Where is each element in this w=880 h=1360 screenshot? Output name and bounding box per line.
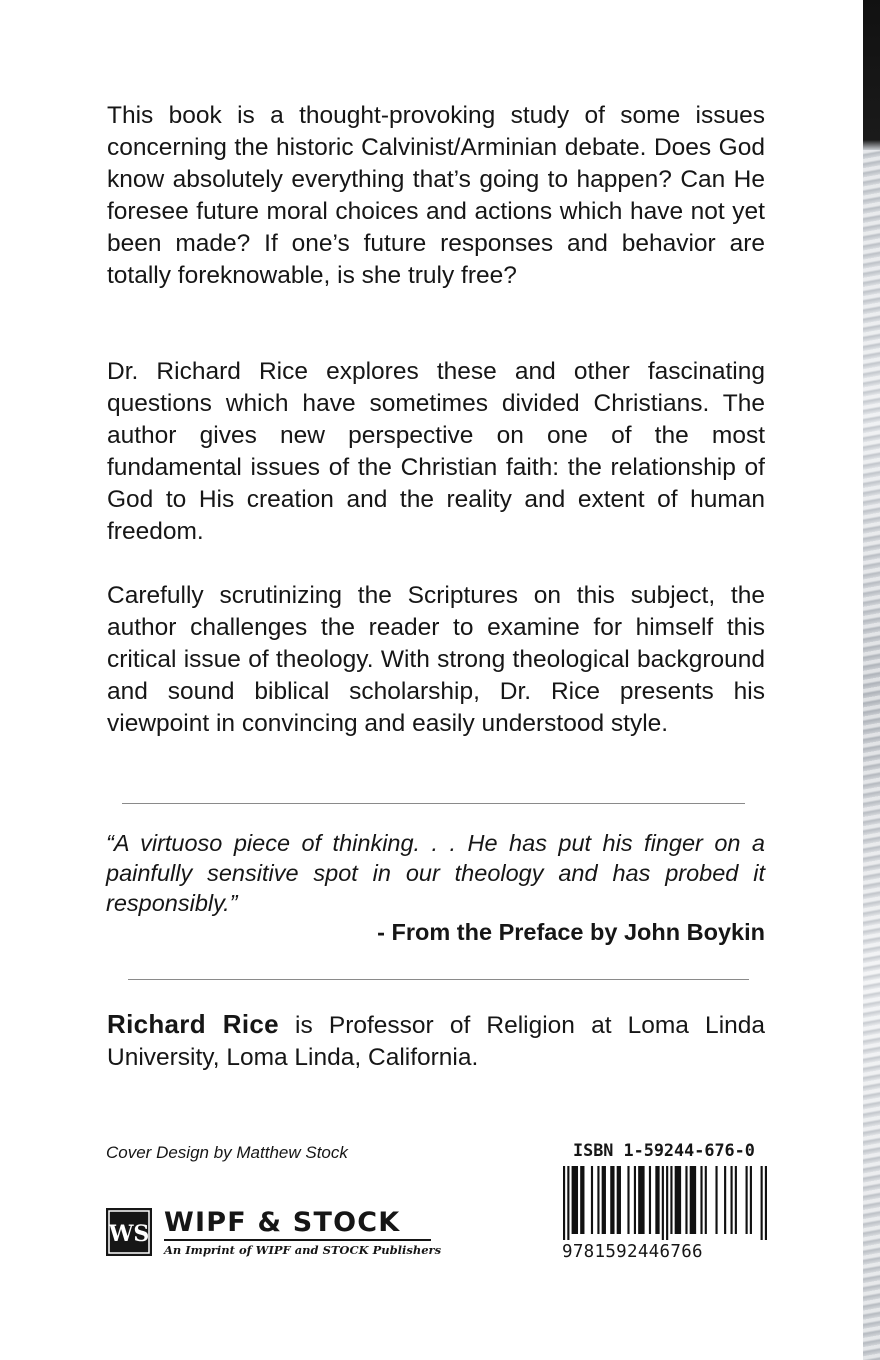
barcode-bar (617, 1166, 621, 1234)
author-bio (107, 1008, 765, 1074)
barcode-bar (765, 1166, 767, 1240)
barcode-bar (634, 1166, 636, 1234)
barcode-bar (670, 1166, 672, 1234)
endorsement-quote: “A virtuoso piece of thinking. . . He has put his finger on a painfully sensitive spot in our theology and has probed it responsibly.” (106, 830, 765, 916)
publisher-tagline: An Imprint of WIPF and STOCK Publishers (164, 1243, 442, 1257)
barcode-bar (735, 1166, 737, 1234)
barcode-bar (610, 1166, 614, 1234)
barcode-bar (715, 1166, 717, 1234)
barcode-bar (602, 1166, 606, 1234)
publisher-logo-letters: WS (108, 1221, 150, 1247)
publisher-name: WIPF & STOCK (164, 1207, 401, 1238)
barcode-bar (705, 1166, 707, 1234)
publisher-underline (164, 1239, 431, 1241)
barcode-bar (655, 1166, 659, 1234)
barcode-bar (638, 1166, 644, 1234)
publisher-logo (106, 1208, 152, 1256)
barcode-bar (649, 1166, 651, 1234)
barcode-bar (662, 1166, 664, 1240)
barcode-bar (700, 1166, 702, 1234)
barcode-bar (563, 1166, 565, 1240)
spine-edge (863, 0, 880, 1360)
barcode-bar (750, 1166, 752, 1234)
barcode-bar (572, 1166, 578, 1234)
barcode-bar (690, 1166, 696, 1234)
description-paragraph-3: Carefully scrutinizing the Scriptures on this subject, the author challenges the reader to examine for himself this critical issue of theology. With strong theological background and sound biblical scholarship, Dr. Rice presents his viewpoint in convincing and easily understood style. (107, 582, 765, 737)
barcode-digits: 9781592446766 (562, 1242, 703, 1262)
endorsement-attribution: - From the Preface by John Boykin (377, 919, 765, 945)
barcode-bar (685, 1166, 687, 1234)
barcode-bar (666, 1166, 668, 1240)
barcode-bar (675, 1166, 681, 1234)
barcode-bar (597, 1166, 599, 1234)
barcode-bar (580, 1166, 584, 1234)
author-name: Richard Rice (107, 1009, 279, 1039)
barcode (563, 1166, 767, 1240)
barcode-bar (591, 1166, 593, 1234)
barcode-bar (567, 1166, 569, 1240)
barcode-bar (627, 1166, 629, 1234)
cover-design-credit: Cover Design by Matthew Stock (106, 1143, 348, 1162)
isbn-label: ISBN 1-59244-676-0 (573, 1140, 755, 1160)
description-paragraph-1: This book is a thought-provoking study of some issues concerning the historic Calvinist/Arminian debate. Does God know absolutely everything that’s going to happen? Can He foresee future moral choices and actions which have not yet been made? If one’s future responses and behavior are totally foreknowable, is she truly free? (107, 102, 765, 289)
barcode-bar (761, 1166, 763, 1240)
divider-bottom (128, 979, 749, 980)
description-paragraph-2: Dr. Richard Rice explores these and other fascinating questions which have sometimes divided Christians. The author gives new perspective on one of the most fundamental issues of the Christian faith: the relationship of God to His creation and the reality and extent of human freedom. (107, 358, 765, 545)
author-bio-text: is Professor of Religion at Loma Linda University, Loma Linda, California. (107, 1012, 766, 1071)
barcode-bar (724, 1166, 726, 1234)
divider-top (122, 803, 745, 804)
barcode-bar (746, 1166, 748, 1234)
barcode-bar (730, 1166, 732, 1234)
